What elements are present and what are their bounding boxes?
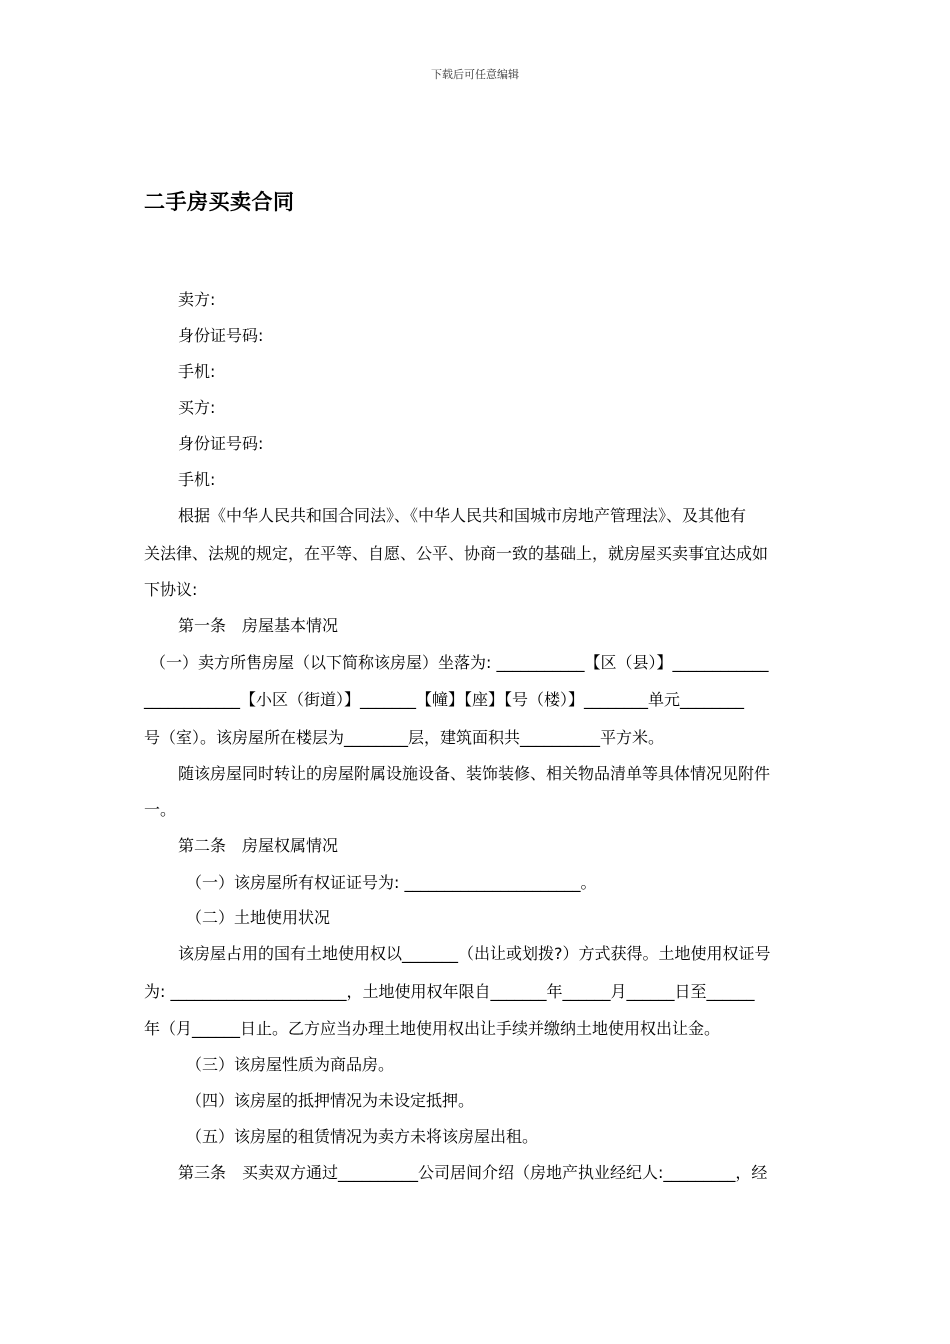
buyer-phone-label: 手机: <box>178 470 216 489</box>
buyer-id-label: 身份证号码: <box>178 434 264 453</box>
land-use-line-2: 为: ______________________，土地使用权年限自_______年______月______日至______ <box>144 982 755 1001</box>
article-2-clause-3: （三）该房屋性质为商品房。 <box>186 1055 395 1074</box>
seller-id-label: 身份证号码: <box>178 326 264 345</box>
article-2-clause-5: （五）该房屋的租赁情况为卖方未将该房屋出租。 <box>186 1127 539 1146</box>
land-use-line-1: 该房屋占用的国有土地使用权以_______（出让或划拨?）方式获得。土地使用权证号 <box>178 944 771 963</box>
article-1-clause-1-line-3: 号（室）。该房屋所在楼层为________层，建筑面积共__________平方米。 <box>144 728 665 747</box>
attachment-note-line-1: 随该房屋同时转让的房屋附属设施设备、装饰装修、相关物品清单等具体情况见附件 <box>178 764 771 783</box>
header-note: 下载后可任意编辑 <box>431 68 519 81</box>
preamble-line-2: 关法律、法规的规定，在平等、自愿、公平、协商一致的基础上，就房屋买卖事宜达成如 <box>144 544 769 563</box>
article-2-clause-4: （四）该房屋的抵押情况为未设定抵押。 <box>186 1091 475 1110</box>
article-1-heading: 第一条 房屋基本情况 <box>178 616 339 635</box>
land-use-line-3: 年（月______日止。乙方应当办理土地使用权出让手续并缴纳土地使用权出让金。 <box>144 1019 721 1038</box>
buyer-label: 买方: <box>178 398 216 417</box>
article-1-clause-1-line-1: （一）卖方所售房屋（以下简称该房屋）坐落为: ___________【区（县）】____________ <box>150 653 769 672</box>
attachment-note-line-2: 一。 <box>144 800 177 819</box>
article-2-clause-1: （一）该房屋所有权证证号为: ______________________。 <box>186 873 597 892</box>
article-1-clause-1-line-2: ____________【小区（街道）】_______【幢】【座】【号（楼）】________单元________ <box>144 690 745 709</box>
article-3-line-1: 第三条 买卖双方通过__________公司居间介绍（房地产执业经纪人:_________，经 <box>178 1163 768 1182</box>
seller-label: 卖方: <box>178 290 216 309</box>
article-2-heading: 第二条 房屋权属情况 <box>178 836 339 855</box>
article-2-clause-2: （二）土地使用状况 <box>186 908 331 927</box>
document-title: 二手房买卖合同 <box>144 190 295 214</box>
preamble-line-3: 下协议: <box>144 580 198 599</box>
seller-phone-label: 手机: <box>178 362 216 381</box>
preamble-line-1: 根据《中华人民共和国合同法》、《中华人民共和国城市房地产管理法》、及其他有 <box>178 506 747 525</box>
